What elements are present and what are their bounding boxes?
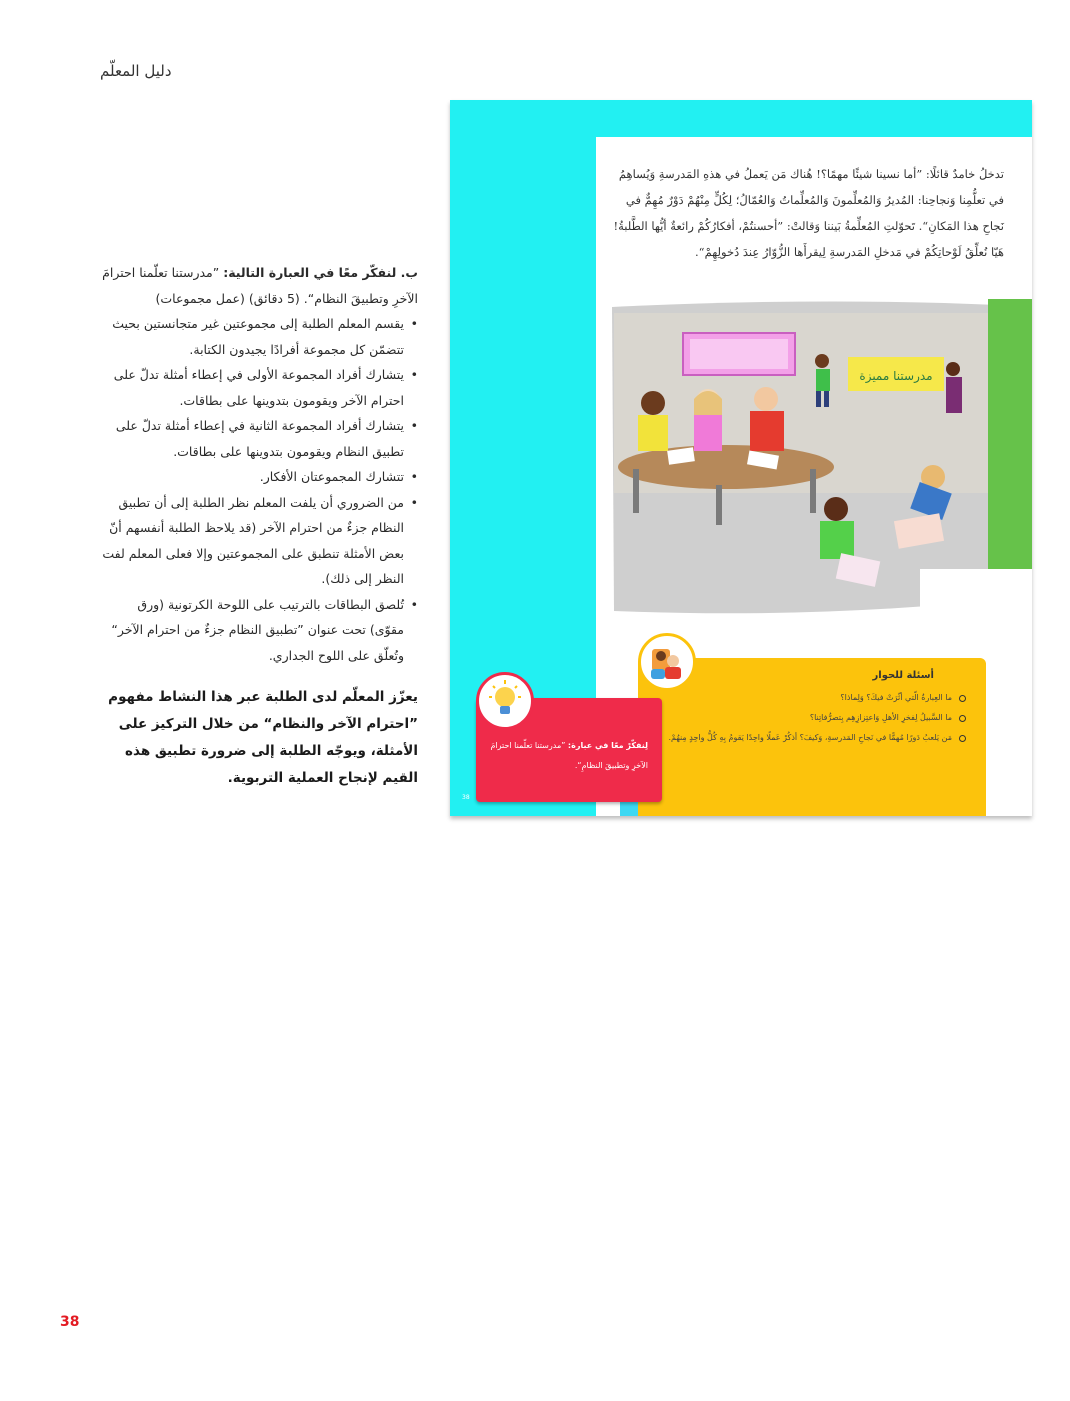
- dialogue-questions-title: أسئلة للحوار: [872, 670, 934, 681]
- dialogue-question: ما العِبارةُ الّتي أثّرَتْ فيكَ؟ وَلِماذا؟: [668, 688, 968, 708]
- activity-step: • يتشارك أفراد المجموعة الثانية في إعطاء أمثلة تدلّ على تطبيق النظام ويقومون بتدوينها على بطاقات.: [100, 413, 418, 464]
- think-together-text: ”مدرستنا تعلّمنا احترامَ الآخرِ وتطبيقَ النظامِ“.: [490, 741, 648, 770]
- classroom-illustration-art: [608, 299, 1032, 619]
- teacher-emphasis-note: يعزّز المعلّم لدى الطلبة عبر هذا النشاط مفهوم ”احترام الآخر والنظام“ من خلال التركيز على الأمثلة، ويوجّه الطلبة إلى ضرورة تطبيق هذه القيم لإنجاح العملية التربوية.: [108, 689, 418, 786]
- activity-step: • تتشارك المجموعتان الأفكار.: [100, 464, 418, 490]
- story-text: تدخلُ خامدٌ قائلًا: ”أما نسينا شيئًا مهمًا؟! هُناك مَن يَعملُ في هذهِ المَدرسةِ وَيُساهِمُ في تعلُّمِنا وَنجاحِنا: المُديرُ وَالمُعلِّمونَ وَالمُعلِّماتُ وَالعُمّالُ؛ لِكُلٍّ مِنْهُمْ دَوْرٌ مُهِمٌّ في نَجاحِ هذا المَكانِ“. تَحوّلتِ المُعلِّمةُ بَيننا وَقالتْ: ”أحسنتُمْ، أفكارُكُمْ رائعةٌ أيُّها الطَّلبةُ! هَيّا نُعلِّقُ لَوْحاتِكُمْ في مَدخلِ المَدرسةِ لِيقرأَها الزُّوّارُ عِندَ دُخولِهِمْ“.: [613, 167, 1004, 259]
- activity-step: • يتشارك أفراد المجموعة الأولى في إعطاء أمثلة تدلّ على احترام الآخر ويقومون بتدوينها على بطاقات.: [100, 362, 418, 413]
- activity-intro: [100, 260, 418, 311]
- dialogue-questions-list: [668, 688, 968, 748]
- classroom-illustration: [608, 299, 1032, 619]
- think-together-title: لِنفكّرْ معًا في عبارة:: [567, 741, 648, 750]
- activity-quote: ”مدرستنا تعلّمنا احترامَ الآخرِ وتطبيقَ النظام“. (5 دقائق) (عمل مجموعات): [102, 265, 418, 306]
- dialogue-question: ما السَّبيلُ لِفخرِ الأهلِ وَاعتِزازِهِم بِتصرُّفاتِنا؟: [668, 708, 968, 728]
- activity-heading: ب. لنفكّر معًا في العبارة التالية:: [223, 265, 418, 280]
- lightbulb-icon: [476, 672, 534, 730]
- teacher-guide-section: [100, 260, 418, 668]
- activity-steps: [100, 311, 418, 668]
- people-icon: [638, 633, 696, 691]
- activity-step: • يقسم المعلم الطلبة إلى مجموعتين غير متجانستين بحيث تتضمّن كل مجموعة أفرادًا يجيدون الكتابة.: [100, 311, 418, 362]
- activity-step: • من الضروري أن يلفت المعلم نظر الطلبة إلى أن تطبيق النظام جزءٌ من احترام الآخر (قد يلاحظ الطلبة أنفسهم أنّ بعض الأمثلة تنطبق على المجموعتين وإلا فعلى المعلم لفت النظر إلى ذلك).: [100, 490, 418, 592]
- page-number: 38: [60, 1314, 80, 1330]
- activity-step: • تُلصق البطاقات بالترتيب على اللوحة الكرتونية (ورق مقوّى) تحت عنوان ”تطبيق النظام جزءٌ من احترام الآخر“ وتُعلّق على اللوح الجداري.: [100, 592, 418, 669]
- dialogue-question: مَن يَلعبُ دَورًا مُهمًّا في نَجاحِ المَدرسةِ، وَكيفَ؟ أذكُرْ عَملًا واحِدًا يَقومُ بِهِ كُلُّ واحِدٍ مِنهُمْ.: [668, 728, 968, 748]
- classroom-banner-text: مدرستنا مميزة: [859, 369, 933, 383]
- student-book-thumbnail: [450, 100, 1032, 816]
- book-page-number: 38: [462, 794, 470, 801]
- page-header-title: دليل المعلّم: [100, 62, 172, 80]
